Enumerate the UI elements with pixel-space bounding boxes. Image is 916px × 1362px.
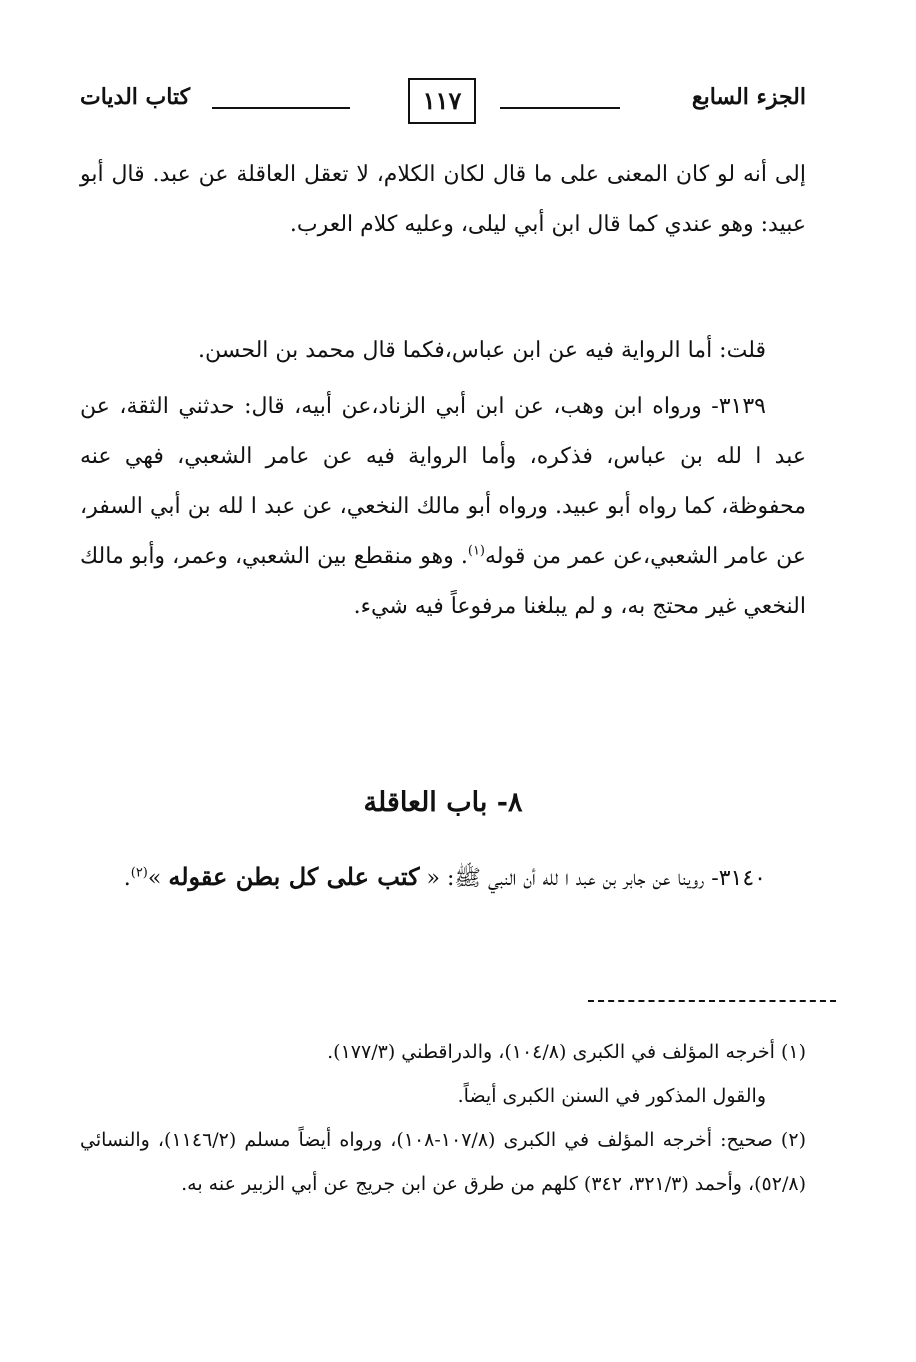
hadith-3140-close: » (147, 866, 169, 891)
footnote-1: (١) أخرجه المؤلف في الكبرى (١٠٤/٨)، والدراقطني (١٧٧/٣). (327, 1041, 806, 1063)
chapter-title: ٨- باب العاقلة (363, 787, 523, 818)
paragraph-1-text: إلى أنه لو كان المعنى على ما قال لكان الكلام، لا تعقل العاقلة عن عبد. قال أبو عبيد: وهو عندي كما قال ابن أبي ليلى، وعليه كلام العرب. (80, 162, 806, 237)
hadith-3140-intro: ٣١٤٠- روينا عن جابر بن عبد ا لله أن النبي ﷺ: « (419, 866, 766, 891)
footnote-1-continuation: والقول المذكور في السنن الكبرى أيضاً. (457, 1085, 766, 1107)
footnote-ref-1[interactable]: (١) (467, 543, 485, 559)
volume-label: الجزء السابع (691, 84, 806, 110)
footnotes (80, 1030, 806, 1206)
hadith-3139-text (80, 382, 806, 632)
hadith-3139-part2: . وهو منقطع بين الشعبي، وعمر، وأبو مالك النخعي غير محتج به، و لم يبلغنا مرفوعاً فيه شيء. (80, 544, 806, 619)
hadith-3140-end: . (123, 866, 131, 891)
page-number: ١١٧ (408, 78, 476, 124)
running-header (80, 78, 806, 126)
hadith-3139 (80, 382, 806, 632)
hadith-3140-quote: كتب على كل بطن عقوله (168, 862, 420, 891)
paragraph-1 (80, 150, 806, 250)
footnote-2: (٢) صحيح: أخرجه المؤلف في الكبرى (١٠٧/٨-١٠٨)، ورواه أيضاً مسلم (١١٤٦/٢)، والنسائي (٥٢/٨)، وأحمد (٣٢١/٣، ٣٤٢) كلهم من طرق عن ابن جريج عن أبي الزبير عنه به. (80, 1129, 806, 1195)
hadith-3139-part1: ٣١٣٩- ورواه ابن وهب، عن ابن أبي الزناد،عن أبيه، قال: حدثني الثقة، عن عبد ا لله بن عباس، فذكره، وأما الرواية فيه عن عامر الشعبي، فهي عنه محفوظة، كما رواه أبو عبيد. ورواه أبو مالك النخعي، عن عبد ا لله بن أبي السفر، عن عامر الشعبي،عن عمر من قوله (80, 394, 806, 569)
footnote-ref-2[interactable]: (٢) (130, 865, 148, 881)
paragraph-2-text: قلت: أما الرواية فيه عن ابن عباس،فكما قال محمد بن الحسن. (198, 338, 766, 363)
paragraph-2 (80, 326, 806, 376)
header-rule-left (212, 107, 350, 109)
hadith-3140 (80, 852, 806, 904)
footnote-separator (588, 1000, 836, 1002)
hadith-3140-text (80, 852, 806, 904)
book-title: كتاب الديات (80, 84, 191, 110)
header-rule-right (500, 107, 620, 109)
